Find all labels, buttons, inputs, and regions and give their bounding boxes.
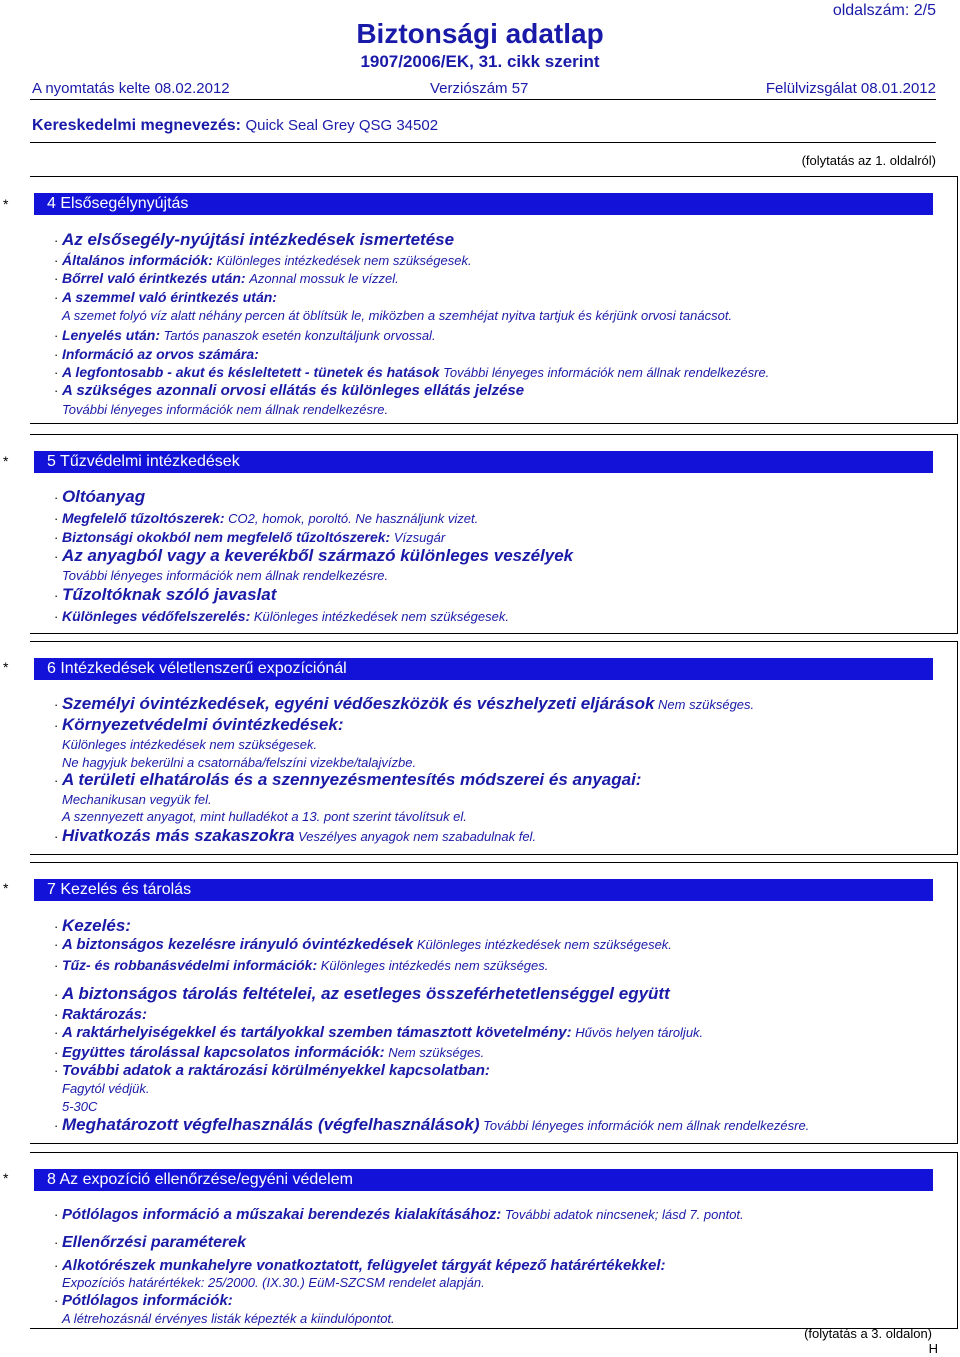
trade-name-line [32, 117, 438, 135]
s4-line: · A szemmel való érintkezés után: [54, 289, 277, 305]
s8-line: Expozíciós határértékek: 25/2000. (IX.30.) EüM-SZCSM rendelet alapján. [62, 1275, 485, 1290]
s7-line: · Meghatározott végfelhasználás (végfelhasználások) További lényeges információk nem állnak rendelkezésre. [54, 1115, 809, 1135]
s5-line: További lényeges információk nem állnak rendelkezésre. [62, 568, 389, 583]
s6-line: · Hivatkozás más szakaszokra Veszélyes anyagok nem szabadulnak fel. [54, 826, 536, 846]
s7-line: Fagytól védjük. [62, 1081, 150, 1096]
changed-marker: * [3, 453, 9, 469]
trade-name: Quick Seal Grey QSG 34502 [245, 117, 439, 134]
s4-line: · A szükséges azonnali orvosi ellátás és különleges ellátás jelzése [54, 382, 524, 399]
s4-line: További lényeges információk nem állnak rendelkezésre. [62, 402, 389, 417]
version-number: Verziószám 57 [430, 80, 529, 97]
s5-line: · Különleges védőfelszerelés: Különleges intézkedések nem szükségesek. [54, 608, 509, 624]
section-4-title: 4 Elsősegélynyújtás [34, 193, 933, 215]
s8-line: A létrehozásnál érvényes listák képezték a kiindulópontot. [62, 1311, 395, 1326]
s7-line: · Kezelés: [54, 916, 131, 936]
s8-line: · Alkotórészek munkahelyre vonatkoztatott, felügyelet tárgyát képező határértékekkel: [54, 1257, 666, 1274]
continued-to: (folytatás a 3. oldalon) [804, 1326, 932, 1341]
document-title: Biztonsági adatlap [356, 18, 604, 49]
continued-from: (folytatás az 1. oldalról) [801, 153, 936, 168]
s5-line: · Oltóanyag [54, 487, 145, 507]
s6-line: Mechanikusan vegyük fel. [62, 792, 212, 807]
s5-line: · Az anyagból vagy a keverékből származó különleges veszélyek [54, 546, 573, 566]
section-8 [30, 1152, 958, 1328]
s6-line: · Személyi óvintézkedések, egyéni védőeszközök és vészhelyzeti eljárások Nem szükséges. [54, 694, 754, 714]
s6-line: · Környezetvédelmi óvintézkedések: [54, 715, 344, 735]
s6-line: Ne hagyjuk bekerülni a csatornába/felszíni vizekbe/talajvízbe. [62, 755, 417, 770]
section-7-title: 7 Kezelés és tárolás [34, 879, 933, 901]
print-date: A nyomtatás kelte 08.02.2012 [32, 80, 230, 97]
section-5 [30, 434, 958, 634]
changed-marker: * [3, 196, 9, 212]
s4-line: · Információ az orvos számára: [54, 346, 259, 362]
s7-line: · A biztonságos tárolás feltételei, az esetleges összeférhetetlenséggel együtt [54, 984, 670, 1004]
s5-line: · Megfelelő tűzoltószerek: CO2, homok, poroltó. Ne használjunk vizet. [54, 510, 478, 526]
s7-line: · Együttes tárolással kapcsolatos információk: Nem szükséges. [54, 1044, 484, 1061]
s7-line: · Raktározás: [54, 1006, 147, 1023]
trade-name-label: Kereskedelmi megnevezés: [32, 117, 241, 134]
s8-line: · Pótlólagos információ a műszakai berendezés kialakításához: További adatok nincsenek; lásd 7. pontot. [54, 1206, 744, 1223]
s8-line: · Pótlólagos információk: [54, 1292, 233, 1309]
s4-line: · Általános információk: Különleges intézkedések nem szükségesek. [54, 252, 472, 268]
revision-date: Felülvizsgálat 08.01.2012 [765, 80, 936, 97]
s6-line: Különleges intézkedések nem szükségesek. [62, 737, 318, 752]
s6-line: · A területi elhatárolás és a szennyezésmentesítés módszerei és anyagai: [54, 770, 641, 790]
section-4 [30, 176, 958, 424]
s5-line: · Tűzoltóknak szóló javaslat [54, 585, 276, 605]
s7-line: · A raktárhelyiségekkel és tartályokkal szemben támasztott követelmény: Hűvös helyen tároljuk. [54, 1024, 703, 1041]
s4-line: · Lenyelés után: Tartós panaszok esetén konzultáljunk orvossal. [54, 327, 436, 343]
section-7 [30, 862, 958, 1144]
s7-line: · A biztonságos kezelésre irányuló óvintézkedések Különleges intézkedések nem szükségesek. [54, 936, 672, 953]
page-number: oldalszám: 2/5 [832, 2, 936, 19]
s4-line: · A legfontosabb - akut és késleltetett - tünetek és hatások További lényeges információk nem állnak rendelkezésre. [54, 364, 769, 380]
section-8-title: 8 Az expozíció ellenőrzése/egyéni védelem [34, 1169, 933, 1191]
s8-line: · Ellenőrzési paraméterek [54, 1234, 246, 1252]
s4-line: · Az elsősegély-nyújtási intézkedések ismertetése [54, 230, 454, 250]
regulation-subtitle: 1907/2006/EK, 31. cikk szerint [360, 52, 600, 71]
s7-line: · Tűz- és robbanásvédelmi információk: Különleges intézkedés nem szükséges. [54, 957, 548, 973]
s4-line: A szemet folyó víz alatt néhány percen át öblítsük le, miközben a szemhéjat nyitva tartjuk és kérjünk orvosi tanácsot. [62, 308, 733, 323]
s6-line: A szennyezett anyagot, mint hulladékot a 13. pont szerint távolítsuk el. [62, 809, 467, 824]
section-5-title: 5 Tűzvédelmi intézkedések [34, 451, 933, 473]
changed-marker: * [3, 659, 9, 675]
s7-line: 5-30C [62, 1099, 98, 1114]
s5-line: · Biztonsági okokból nem megfelelő tűzoltószerek: Vízsugár [54, 529, 445, 545]
changed-marker: * [3, 880, 9, 896]
s7-line: · További adatok a raktározási körülményekkel kapcsolatban: [54, 1062, 490, 1079]
header-divider [30, 99, 936, 100]
changed-marker: * [3, 1170, 9, 1186]
footer-mark: H [928, 1341, 938, 1356]
trade-divider [30, 142, 936, 143]
section-6 [30, 641, 958, 855]
s4-line: · Bőrrel való érintkezés után: Azonnal mossuk le vízzel. [54, 270, 399, 286]
section-6-title: 6 Intézkedések véletlenszerű expozíciónál [34, 658, 933, 680]
